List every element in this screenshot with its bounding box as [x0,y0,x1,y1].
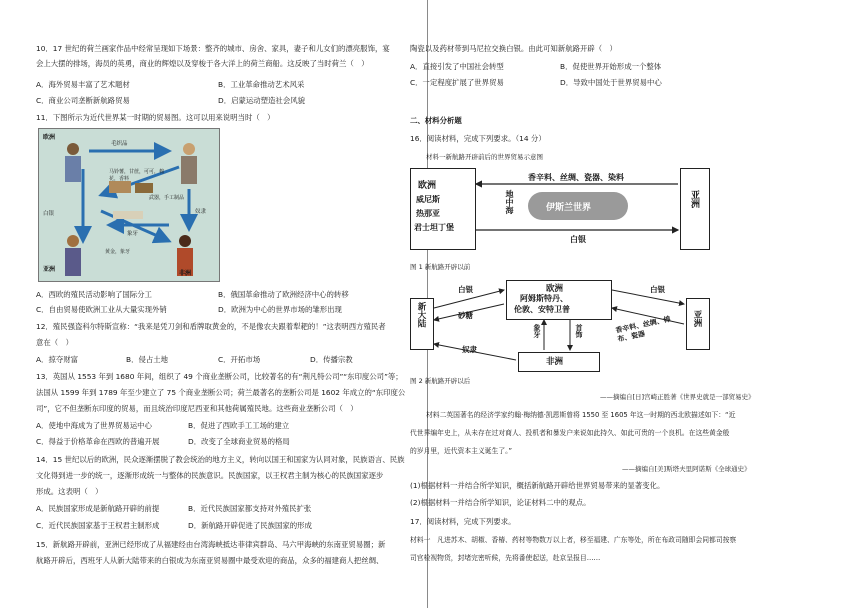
fig2-asia-label: 亚洲 [692,310,702,327]
q15-stem-line1: 15．新航路开辟前，亚洲已经形成了从福建经由台湾海峡抵达菲律宾群岛、马六甲海峡的东南亚贸易圈；新 [36,540,386,549]
q14-stem-line3: 形成。这表明（ ） [36,487,103,496]
q14-stem-line2: 文化得到进一步的统一，逐渐形成统一与整体的民族意识。民族国家，以王权君主制为核心的民族国家逐步 [36,471,384,480]
q14-option-d[interactable]: D．新航路开辟促进了民族国家的形成 [188,521,312,530]
european-figure-icon [65,143,81,182]
q10-stem-line1: 10．17 世纪的荷兰画家作品中经常呈现如下场景：整齐的城市、房舍、家具，妻子和儿女们的漂亮服饰，宴 [36,44,390,53]
q16-stem: 16．阅读材料，完成下列要求。（14 分） [410,134,546,143]
trade-map-figure [38,128,220,282]
q16-requirement1: (1)根据材料一并结合所学知识，概括新航路开辟给世界贸易带来的显著变化。 [410,481,665,490]
figure2-diagram [410,280,710,372]
q14-option-c[interactable]: C．近代民族国家基于王权君主制形成 [36,521,160,530]
q16-material1-title: 材料一新航路开辟前后的世界贸易示意图 [426,153,543,161]
left-column [0,0,426,608]
fig1-med-label: 地中海 [505,190,514,214]
fig1-islam-label: 伊斯兰世界 [546,203,592,213]
fig2-ivory-label: 象牙 [533,324,541,338]
q15-option-d[interactable]: D．导致中国处于世界贸易中心 [560,78,662,87]
q10-stem-line2: 会上大摆的排场，海员的英勇，商业的辉煌以及穿梭于各大洋上的荷兰商船。这反映了当时荷兰（ ） [36,59,369,68]
q16-material2-line2: 代世界编年史上，从未存在过对商人、投机者和暴发户来说如此持久、如此可贵的一个良机。在这些黄金般 [410,429,730,437]
q16-material2-line1: 材料二英国著名的经济学家约翰·梅纳德·凯恩斯曾将 1550 至 1605 年这一时期的西北欧描述如下：“近 [426,411,736,419]
q13-stem-line2: 法国从 1599 年到 1789 年至少建立了 75 个商业垄断公司；荷兰最著名的垄断公司是 1602 年成立的“东印度公 [36,388,406,397]
fig2-newworld-label: 新大陆 [416,302,426,328]
q16-requirement2: (2)根据材料一并结合所学知识，论证材料二中的观点。 [410,498,591,507]
fig1-goods-label: 香辛料、丝绸、瓷器、染料 [528,173,624,182]
map-label-silver: 白银 [43,211,55,217]
q13-option-d[interactable]: D．改变了全球商业贸易的格局 [188,437,290,446]
q15-option-c[interactable]: C．一定程度扩展了世界贸易 [410,78,504,87]
q12-option-d[interactable]: D．传播宗教 [310,355,353,364]
map-label-slaves: 奴隶 [195,209,207,215]
map-label-ivory: 象牙 [127,231,139,237]
map-label-africa: 非洲 [179,270,192,277]
q14-stem-line1: 14．15 世纪以后的欧洲，民众逐渐摆脱了教会统治的地方主义，转向以国王和国家为认同对象，民族语言、民族 [36,455,405,464]
fig1-city-genoa: 热那亚 [416,209,440,218]
q12-option-a[interactable]: A．掠夺财富 [36,355,79,364]
q11-option-c[interactable]: C．自由贸易使欧洲工业从大量实现外销 [36,305,167,314]
q10-option-b[interactable]: B．工业革命推动艺术风采 [218,80,305,89]
fig2-africa-label: 非洲 [546,357,564,367]
map-label-gold: 黄金，象牙 [105,249,131,255]
q13-stem-line3: 司”，它不但垄断东印度的贸易，而且统治印度尼西亚和其他荷属殖民地。这些商业垄断公司（ ） [36,404,358,413]
q13-option-c[interactable]: C．得益于价格革命在西欧的普遍开展 [36,437,160,446]
q15-stem-line2: 航路开辟后，西班牙人从新大陆带来的白银成为东南亚贸易圈中最受欢迎的商品，众多的福建商人把丝绸、 [36,556,384,565]
q11-option-b[interactable]: B．俄国革命推动了欧洲经济中心的转移 [218,290,349,299]
section-heading-material: 二、材料分析题 [410,116,462,125]
q14-option-b[interactable]: B．近代民族国家都支持对外殖民扩张 [188,504,312,513]
fig1-city-venice: 威尼斯 [416,195,440,204]
fig2-cities-line1: 阿姆斯特丹、 [520,294,568,303]
trade-map-arrows [39,129,219,281]
q13-stem-line1: 13．英国从 1553 年到 1680 年间，组织了 49 个商业垄断公司，比较著名的有“荆凡特公司”“东印度公司”等； [36,372,403,381]
right-column [410,0,860,608]
fig1-europe-label: 欧洲 [418,181,437,191]
q17-material1-line1: 材料一 凡进苏木、胡椒、香椿、药材等物数万以上者，移至福建、广东等处，所在布政司随即会同都司按察 [410,536,737,544]
fig2-silver-right: 白银 [650,285,665,294]
q10-option-a[interactable]: A．海外贸易丰富了艺术题材 [36,80,130,89]
q11-option-d[interactable]: D．欧洲为中心的世界市场的雏形出现 [218,305,342,314]
q11-option-a[interactable]: A．西欧的殖民活动影响了国际分工 [36,290,152,299]
fig2-cities-line2: 伦敦、安特卫普 [514,305,570,314]
q14-option-a[interactable]: A．民族国家形成是新航路开辟的前提 [36,504,160,513]
map-label-wool: 毛织品 [111,141,128,147]
fig2-silver-left: 白银 [458,285,473,294]
fig1-caption: 图 1 新航路开辟以前 [410,263,471,271]
q13-option-a[interactable]: A．使地中海成为了世界贸易运中心 [36,421,152,430]
q12-option-b[interactable]: B．侵占土地 [126,355,169,364]
q10-option-c[interactable]: C．商业公司垄断新航路贸易 [36,96,130,105]
q13-option-b[interactable]: B．促进了西欧手工工场的建立 [188,421,290,430]
fig1-silver-label: 白银 [570,235,586,244]
q15-option-a[interactable]: A．直接引发了中国社会转型 [410,62,504,71]
goods-pile-icon [109,181,153,219]
american-figure-icon [65,235,81,276]
q15-stem-line3: 陶瓷以及药材带到马尼拉交换白银。由此可知新航路开辟（ ） [410,44,617,53]
fig1-asia-label: 亚洲 [689,190,699,208]
fig2-goods-label: 香辛料、丝绸、棉布、瓷器 [614,315,672,344]
q16-material2-line3: 的岁月里，近代资本主义诞生了。” [410,447,513,455]
figure1-diagram [410,168,710,258]
q12-option-c[interactable]: C．开拓市场 [218,355,261,364]
map-label-crops: 马铃薯，甘蔗，可可，棉花，香料 [109,169,165,182]
q12-stem-line2: 意在（ ） [36,338,73,347]
q15-option-b[interactable]: B．促使世界开始形成一个整体 [560,62,662,71]
map-label-asia: 亚洲 [43,266,56,273]
fig1-city-constantinople: 君士坦丁堡 [414,223,454,232]
q17-stem: 17．阅读材料，完成下列要求。 [410,517,516,526]
fig2-caption: 图 2 新航路开辟以后 [410,377,471,385]
fig2-slaves-label: 奴隶 [462,345,477,354]
q11-stem: 11．下图所示为近代世界某一时期的贸易图。这可以用来说明当时（ ） [36,113,275,122]
q12-stem-line1: 12．殖民强盗科尔特斯宣称：“我来是凭刀剑和盾牌取黄金的，不是像农夫跟着犁耙的！”这表明西方殖民者 [36,322,386,331]
q16-source1: ——摘编自[日]宫崎正胜著《世界史就是一部贸易史》 [600,393,755,401]
fig2-jewels-label: 首饰 [575,324,583,338]
q17-material1-line2: 司官检视物货，封堵完密听候，先将番使起送，赴京呈报目…… [410,554,601,562]
map-label-europe: 欧洲 [43,134,56,141]
fig2-sugar-label: 砂糖 [458,311,473,320]
map-label-weapons: 武器，手工制品 [149,195,185,201]
fig2-europe-label: 欧洲 [546,284,564,294]
q10-option-d[interactable]: D．启蒙运动塑造社会风貌 [218,96,305,105]
asian-figure-icon [181,143,197,184]
q16-source2: ——摘编自[美]斯塔夫里阿诺斯《全球通史》 [622,465,751,473]
